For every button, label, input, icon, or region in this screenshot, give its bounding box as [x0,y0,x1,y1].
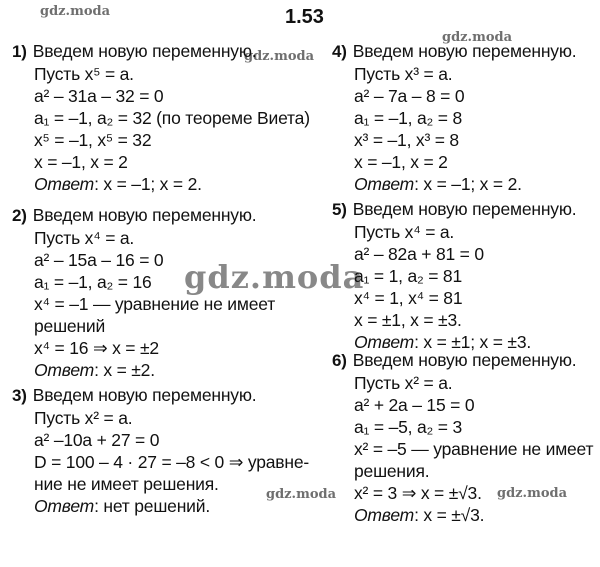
solution-line: Пусть x³ = a. [354,64,453,84]
solution-line: a₁ = –5, a₂ = 3 [354,417,462,437]
solution-line: a² + 2a – 15 = 0 [354,395,475,415]
solution-line: a² – 31a – 32 = 0 [34,86,164,106]
watermark: gdz.moda [266,487,337,502]
answer-label: Ответ [34,496,95,516]
solution-block-6 [332,349,593,526]
solution-block-2 [12,204,275,381]
answer-label: Ответ [354,174,415,194]
answer-value: : x = –1; x = 2. [414,174,522,194]
solution-line: Пусть x⁴ = a. [34,228,135,248]
solution-line: Пусть x⁵ = a. [34,64,134,84]
solution-line: x = ±1, x = ±3. [354,310,462,330]
solution-line: x³ = –1, x³ = 8 [354,130,459,150]
problem-number: 5) [332,200,347,219]
answer-value: : x = ±2. [94,360,155,380]
answer-line [332,504,593,526]
solution-line [332,198,576,221]
watermark: gdz.moda [184,258,365,296]
solution-line: a² – 7a – 8 = 0 [354,86,465,106]
answer-label: Ответ [34,174,95,194]
solution-line: a₁ = –1, a₂ = 8 [354,108,462,128]
solution-line-text: Введем новую переменную. [352,41,577,61]
problem-number: 1) [12,42,27,61]
solution-block-5 [332,198,576,353]
solution-line: x = –1, x = 2 [34,152,128,172]
solution-line: a₁ = 1, a₂ = 81 [354,266,462,286]
solution-line: ние не имеет решения. [34,474,219,494]
solution-line: x² = 3 ⇒ x = ±√3. [354,483,482,503]
solution-line [12,40,310,63]
solution-line [332,349,593,372]
answer-line [12,359,275,381]
watermark: gdz.moda [40,4,111,19]
answer-line [12,495,309,517]
problem-number: 3) [12,386,27,405]
solution-line: a₁ = –1, a₂ = 16 [34,272,152,292]
answer-line [12,173,310,195]
solution-block-4 [332,40,576,195]
solution-line: Пусть x² = a. [34,408,133,428]
solution-line: Пусть x⁴ = a. [354,222,455,242]
solution-line-text: Введем новую переменную. [32,205,257,225]
solution-line: x⁴ = –1 — уравнение не имеет [34,294,276,314]
solution-line: решений [34,316,106,336]
watermark: gdz.moda [497,486,568,501]
solution-line [12,384,309,407]
answer-label: Ответ [34,360,95,380]
solution-line-text: Введем новую переменную. [32,385,257,405]
watermark: gdz.moda [244,49,315,64]
solution-line-text: Введем новую переменную. [32,41,257,61]
solution-line: x⁵ = –1, x⁵ = 32 [34,130,152,150]
watermark: gdz.moda [442,30,513,45]
solution-line [332,40,576,63]
answer-value: : x = ±√3. [414,505,485,525]
solution-block-1 [12,40,310,195]
solution-line: x = –1, x = 2 [354,152,448,172]
solution-line: решения. [354,461,430,481]
solution-line: a₁ = –1, a₂ = 32 (по теореме Виета) [34,108,310,128]
page-title: 1.53 [285,6,324,28]
solution-line-text: Введем новую переменную. [352,199,577,219]
solution-line: a² – 15a – 16 = 0 [34,250,164,270]
solution-line: a² – 82a + 81 = 0 [354,244,484,264]
solution-line: a² –10a + 27 = 0 [34,430,160,450]
solution-line [12,204,275,227]
answer-line [332,173,576,195]
problem-number: 6) [332,351,347,370]
answer-label: Ответ [354,505,415,525]
solution-line: D = 100 – 4 · 27 = –8 < 0 ⇒ уравне- [34,452,309,472]
answer-value: : x = –1; x = 2. [94,174,202,194]
problem-number: 2) [12,206,27,225]
solution-line: Пусть x² = a. [354,373,453,393]
solution-block-3 [12,384,309,517]
answer-value: : x = ±1; x = ±3. [414,332,532,352]
solution-line: x⁴ = 16 ⇒ x = ±2 [34,338,159,358]
answer-label: Ответ [354,332,415,352]
problem-number: 4) [332,42,347,61]
solution-line-text: Введем новую переменную. [352,350,577,370]
answer-value: : нет решений. [94,496,210,516]
solution-line: x² = –5 — уравнение не имеет [354,439,594,459]
solution-line: x⁴ = 1, x⁴ = 81 [354,288,463,308]
